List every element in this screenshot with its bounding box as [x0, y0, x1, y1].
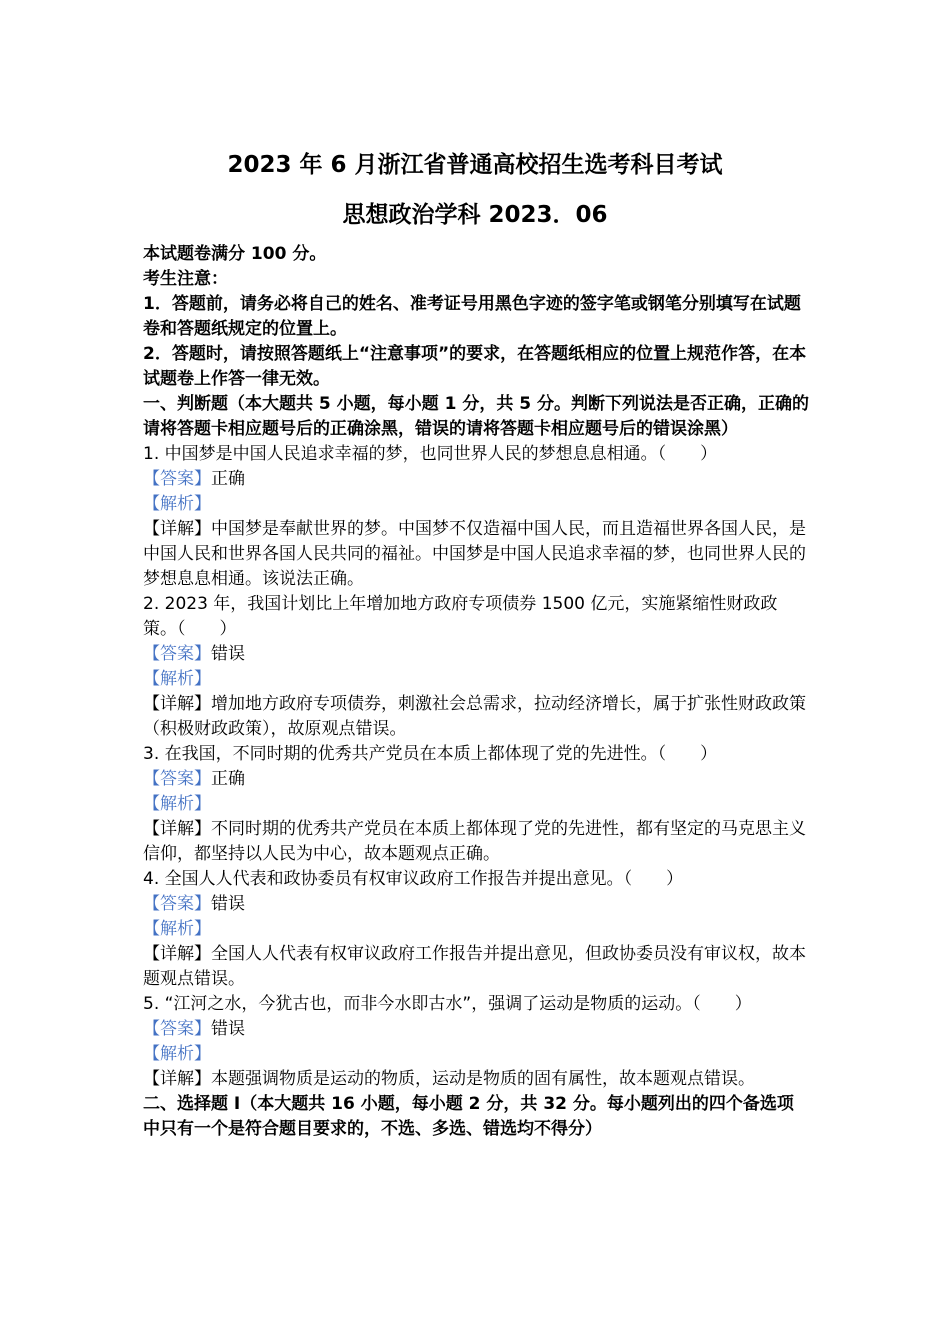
- answer-line: [143, 467, 809, 492]
- detail-text: 【详解】中国梦是奉献世界的梦。中国梦不仅造福中国人民，而且造福世界各国人民，是中国人民和世界各国人民共同的福祉。中国梦是中国人民追求幸福的梦，也同世界人民的梦想息息相通。该说法正确。: [143, 519, 806, 589]
- exam-title: 2023 年 6 月浙江省普通高校招生选考科目考试: [227, 152, 723, 178]
- answer-line: [143, 1017, 809, 1042]
- analysis-tag: 【解析】: [143, 669, 211, 689]
- question-stem: 2. 2023 年，我国计划比上年增加地方政府专项债券 1500 亿元，实施紧缩性财政政策。（ ）: [143, 594, 778, 639]
- analysis-tag: 【解析】: [143, 494, 211, 514]
- answer-value: 错误: [211, 894, 245, 914]
- answer-value: 正确: [211, 469, 245, 489]
- section-heading-choice: 二、选择题 I（本大题共 16 小题，每小题 2 分，共 32 分。每小题列出的四个备选项中只有一个是符合题目要求的，不选、多选、错选均不得分）: [143, 1094, 794, 1139]
- answer-tag: 【答案】: [143, 644, 211, 664]
- answer-tag: 【答案】: [143, 469, 211, 489]
- document-body: [143, 242, 809, 1142]
- answer-value: 正确: [211, 769, 245, 789]
- detail-text: 【详解】全国人人代表有权审议政府工作报告并提出意见，但政协委员没有审议权，故本题观点错误。: [143, 944, 806, 989]
- question-stem: 5. “江河之水，今犹古也，而非今水即古水”，强调了运动是物质的运动。（ ）: [143, 994, 752, 1014]
- notice-item-2: 2．答题时，请按照答题纸上“注意事项”的要求，在答题纸相应的位置上规范作答，在本试题卷上作答一律无效。: [143, 344, 807, 389]
- analysis-tag: 【解析】: [143, 919, 211, 939]
- notice-heading: 考生注意：: [143, 269, 228, 289]
- question-stem: 3. 在我国，不同时期的优秀共产党员在本质上都体现了党的先进性。（ ）: [143, 744, 718, 764]
- question-stem: 4. 全国人人代表和政协委员有权审议政府工作报告并提出意见。（ ）: [143, 869, 684, 889]
- answer-line: [143, 642, 809, 667]
- analysis-tag: 【解析】: [143, 1044, 211, 1064]
- detail-text: 【详解】本题强调物质是运动的物质，运动是物质的固有属性，故本题观点错误。: [143, 1069, 755, 1089]
- detail-text: 【详解】增加地方政府专项债券，刺激社会总需求，拉动经济增长，属于扩张性财政政策（积极财政政策），故原观点错误。: [143, 694, 806, 739]
- notice-item-1: 1．答题前，请务必将自己的姓名、准考证号用黑色字迹的签字笔或钢笔分别填写在试题卷和答题纸规定的位置上。: [143, 294, 801, 339]
- answer-line: [143, 767, 809, 792]
- answer-tag: 【答案】: [143, 894, 211, 914]
- answer-value: 错误: [211, 644, 245, 664]
- answer-tag: 【答案】: [143, 769, 211, 789]
- detail-text: 【详解】不同时期的优秀共产党员在本质上都体现了党的先进性，都有坚定的马克思主义信仰，都坚持以人民为中心，故本题观点正确。: [143, 819, 806, 864]
- full-marks-note: 本试题卷满分 100 分。: [143, 244, 327, 264]
- exam-subtitle: 思想政治学科 2023．06: [342, 202, 608, 228]
- section-heading-judgment: 一、判断题（本大题共 5 小题，每小题 1 分，共 5 分。判断下列说法是否正确，正确的请将答题卡相应题号后的正确涂黑，错误的请将答题卡相应题号后的错误涂黑）: [143, 394, 809, 439]
- answer-tag: 【答案】: [143, 1019, 211, 1039]
- question-stem: 1. 中国梦是中国人民追求幸福的梦，也同世界人民的梦想息息相通。（ ）: [143, 444, 718, 464]
- answer-value: 错误: [211, 1019, 245, 1039]
- answer-line: [143, 892, 809, 917]
- analysis-tag: 【解析】: [143, 794, 211, 814]
